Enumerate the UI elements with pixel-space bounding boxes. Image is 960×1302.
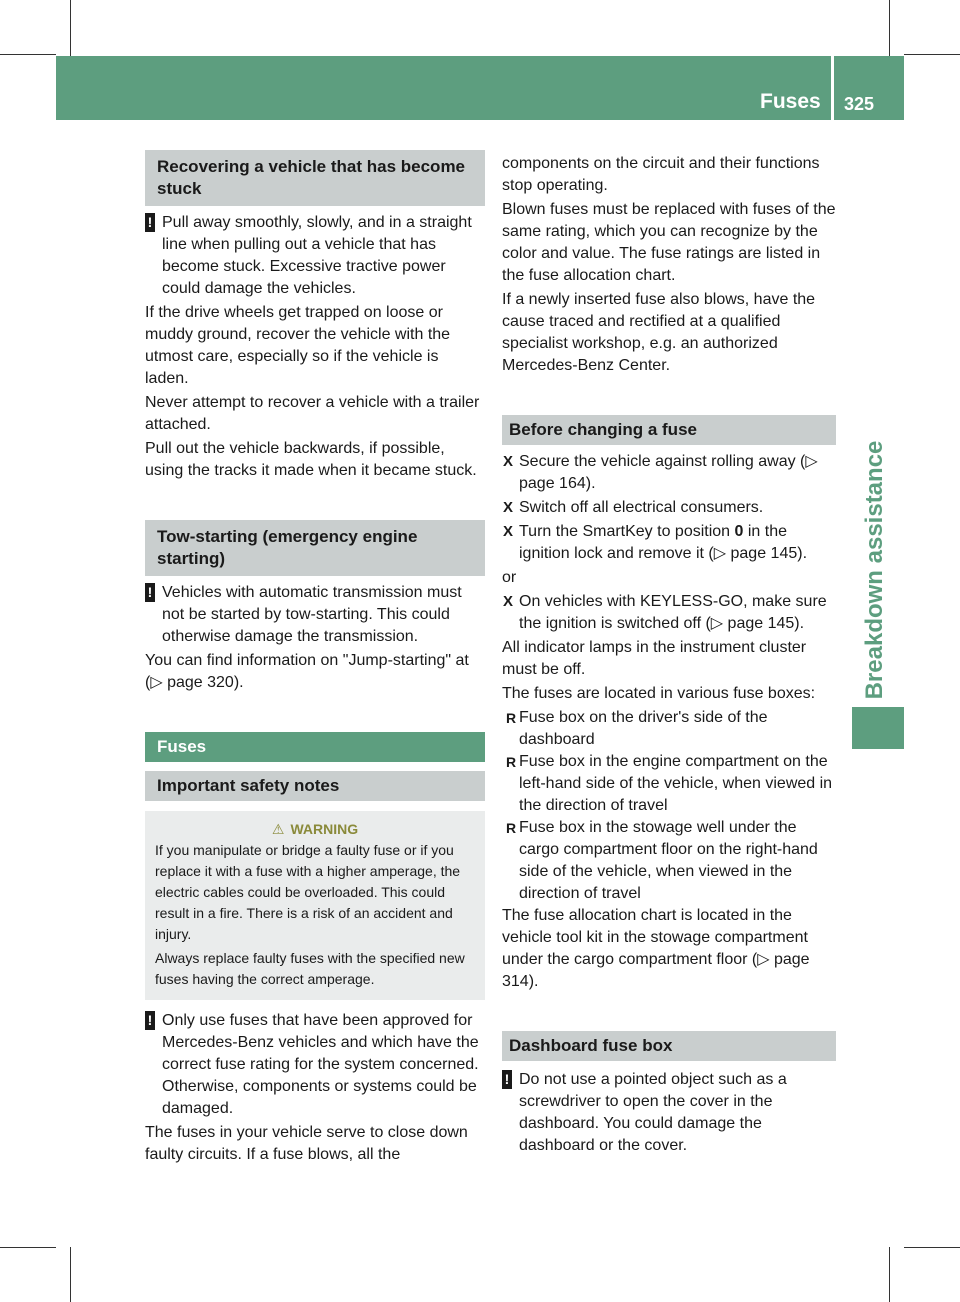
note-fuses: ! Only use fuses that have been approved for Mercedes-Benz vehicles and which have the correct fuse rating for the system concerned. Otherwise, components or systems could be damaged.	[145, 1010, 485, 1120]
crop-mark	[70, 0, 71, 56]
warning-text: Always replace faulty fuses with the specified new fuses having the correct amperage.	[155, 950, 465, 987]
header-title: Fuses	[760, 90, 821, 113]
crop-mark	[904, 1247, 960, 1248]
section-title-fuses: Fuses	[145, 732, 485, 762]
paragraph: Never attempt to recover a vehicle with a trailer attached.	[145, 394, 480, 433]
exclamation-icon: !	[145, 583, 155, 602]
bullet-icon: R	[506, 710, 517, 726]
step-arrow-icon: X	[503, 593, 514, 610]
list-item: R Fuse box on the driver's side of the dashboard	[506, 709, 768, 748]
paragraph: The fuses are located in various fuse boxes:	[502, 685, 816, 702]
crop-mark	[889, 1247, 890, 1302]
step-arrow-icon: X	[503, 453, 514, 470]
side-tab	[852, 707, 904, 749]
exclamation-icon: !	[145, 213, 155, 232]
step-arrow-icon: X	[503, 499, 514, 516]
warning-triangle-icon: ⚠	[271, 821, 285, 837]
step-item: X Switch off all electrical consumers.	[502, 497, 836, 519]
crop-mark	[70, 1247, 71, 1302]
left-column	[145, 150, 485, 1168]
bullet-icon: R	[506, 754, 517, 770]
section-title-tow-starting: Tow-starting (emergency engine starting)	[145, 520, 485, 576]
warning-text: If you manipulate or bridge a faulty fuse or if you replace it with a fuse with a higher amperage, the electric cables could be overloaded. This could result in a fire. There is a risk of an accident and injury.	[155, 842, 461, 942]
section-title-recovering: Recovering a vehicle that has become stuck	[145, 150, 485, 206]
warning-heading: ⚠ WARNING	[155, 819, 475, 840]
note-recovering: ! Pull away smoothly, slowly, and in a straight line when pulling out a vehicle that has become stuck. Excessive tractive power could damage the vehicles.	[145, 212, 485, 300]
section-title-safety: Important safety notes	[145, 771, 485, 801]
list-item: R Fuse box in the stowage well under the cargo compartment floor on the right-hand side of the vehicle, when viewed in the direction of travel	[506, 819, 818, 902]
step-item: X Turn the SmartKey to position 0 in the ignition lock and remove it (▷ page 145).	[503, 523, 808, 562]
warning-box	[145, 811, 485, 1000]
paragraph: All indicator lamps in the instrument cluster must be off.	[502, 639, 807, 678]
list-item: R Fuse box in the engine compartment on the left-hand side of the vehicle, when viewed in the direction of travel	[506, 753, 833, 814]
step-item: X On vehicles with KEYLESS-GO, make sure the ignition is switched off (▷ page 145).	[503, 593, 827, 632]
bullet-icon: R	[506, 820, 517, 836]
or-text: or	[502, 569, 517, 586]
step-item: X Secure the vehicle against rolling away (▷ page 164).	[503, 453, 818, 492]
crop-mark	[904, 54, 960, 55]
paragraph: components on the circuit and their functions stop operating.	[502, 155, 820, 194]
side-chapter-label: Breakdown assistance	[861, 440, 888, 700]
section-title-before-changing: Before changing a fuse	[502, 415, 836, 445]
paragraph: The fuses in your vehicle serve to close down faulty circuits. If a fuse blows, all the	[145, 1124, 468, 1163]
step-arrow-icon: X	[503, 523, 514, 540]
crop-mark	[0, 1247, 56, 1248]
note-dashboard: ! Do not use a pointed object such as a screwdriver to open the cover in the dashboard. You could damage the dashboard or the cover.	[502, 1069, 836, 1157]
paragraph: Blown fuses must be replaced with fuses of the same rating, which you can recognize by the color and value. The fuse ratings are listed in the fuse allocation chart.	[502, 201, 836, 284]
paragraph: If the drive wheels get trapped on loose or muddy ground, recover the vehicle with the utmost care, especially so if the vehicle is laden.	[145, 304, 451, 387]
page-number: 325	[844, 94, 875, 114]
exclamation-icon: !	[145, 1011, 155, 1030]
paragraph: The fuse allocation chart is located in the vehicle tool kit in the stowage compartment under the cargo compartment floor (▷ page 314).	[502, 907, 810, 990]
paragraph: Pull out the vehicle backwards, if possible, using the tracks it made when it became stuck.	[145, 440, 477, 479]
paragraph: You can find information on "Jump-starting" at (▷ page 320).	[145, 652, 469, 691]
crop-mark	[889, 0, 890, 56]
header-separator	[831, 56, 834, 120]
exclamation-icon: !	[502, 1070, 512, 1089]
crop-mark	[0, 54, 56, 55]
paragraph: If a newly inserted fuse also blows, have the cause traced and rectified at a qualified specialist workshop, e.g. an authorized Mercedes-Benz Center.	[502, 291, 816, 374]
section-title-dashboard-fuse-box: Dashboard fuse box	[502, 1031, 836, 1061]
right-column	[502, 153, 836, 1159]
note-tow-starting: ! Vehicles with automatic transmission must not be started by tow-starting. This could otherwise damage the transmission.	[145, 582, 485, 648]
